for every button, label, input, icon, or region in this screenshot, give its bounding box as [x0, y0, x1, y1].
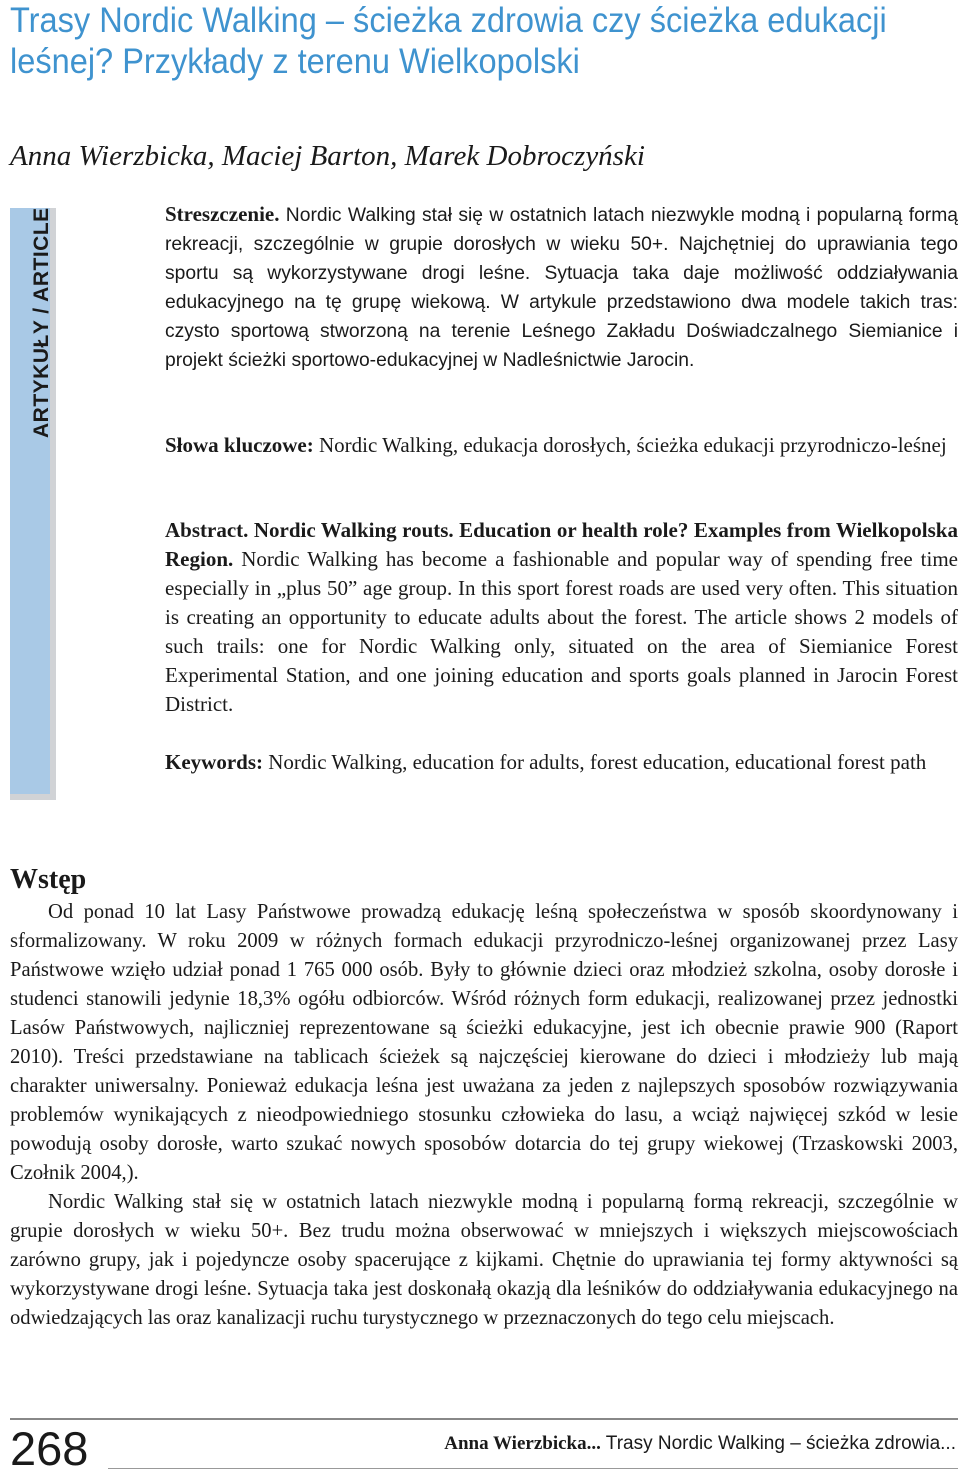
abstract-english-lead: Abstract. Nordic Walking routs. Education or health role? Examples from Wielkopolska Region. [165, 518, 958, 571]
section-body [10, 898, 958, 1333]
article-authors: Anna Wierzbicka, Maciej Barton, Marek Dobroczyński [10, 140, 645, 172]
page-number: 268 [10, 1422, 89, 1475]
running-footer [444, 1432, 956, 1456]
section-heading: Wstęp [10, 864, 87, 895]
footer-author: Anna Wierzbicka... [444, 1433, 601, 1454]
article-title: Trasy Nordic Walking – ścieżka zdrowia czy ścieżka edukacji leśnej? Przykłady z terenu Wielkopolski [10, 1, 887, 81]
keywords-english-lead: Keywords: [165, 750, 263, 774]
abstract-english-text: Nordic Walking has become a fashionable and popular way of spending free time especially in „plus 50” age group. In this sport forest roads are used very often. This situation is creating an opportunity to educate adults about the forest. The article shows 2 models of such trails: one for Nordic Walking only, situated on the area of Siemianice Forest Experimental Station, and one joining education and sports goals planned in Jarocin Forest District. [165, 547, 958, 716]
abstract-english [165, 516, 958, 719]
abstract-polish-lead: Streszczenie. [165, 202, 280, 226]
keywords-english [165, 748, 958, 777]
footer-short-title: Trasy Nordic Walking – ścieżka zdrowia... [600, 1433, 956, 1454]
footer-underline [108, 1468, 958, 1469]
keywords-polish [165, 431, 958, 460]
abstract-polish [165, 200, 958, 375]
footer-divider [10, 1418, 958, 1420]
section-label-text: ARTYKUŁY / ARTICLE [30, 207, 53, 438]
section-side-label [10, 207, 53, 438]
keywords-english-text: Nordic Walking, education for adults, forest education, educational forest path [263, 750, 927, 774]
keywords-polish-text: Nordic Walking, edukacja dorosłych, ścieżka edukacji przyrodniczo-leśnej [313, 433, 947, 457]
keywords-polish-lead: Słowa kluczowe: [165, 433, 314, 457]
abstract-polish-text: Nordic Walking stał się w ostatnich latach niezwykle modną i popularną formą rekreacji, szczególnie w grupie dorosłych w wieku 50+. Najchętniej do uprawiania tego sportu są wykorzystywane drogi leśne. Sytuacja taka daje możliwość oddziaływania edukacyjnego na tę grupę wiekową. W artykule przedstawiono dwa modele takich tras: czysto sportową stworzoną na terenie Leśnego Zakładu Doświadczalnego Siemianice i projekt ścieżki sportowo-edukacyjnej w Nadleśnictwie Jarocin. [165, 205, 958, 371]
body-paragraph: Nordic Walking stał się w ostatnich latach niezwykle modną i popularną formą rekreacji, szczególnie w grupie dorosłych w wieku 50+. Bez trudu można obserwować w mniejszych i większych miejscowościach zarówno grupy, jak i pojedyncze osoby spacerujące z kijkami. Chętnie do uprawiania tej formy aktywności są wykorzystywane drogi leśne. Sytuacja taka jest doskonałą okazją dla leśników do oddziaływania edukacyjnego na odwiedzających las oraz kanalizacji ruchu turystycznego w przeznaczonych do tego celu miejscach. [10, 1191, 958, 1329]
body-paragraph: Od ponad 10 lat Lasy Państwowe prowadzą edukację leśną społeczeństwa w sposób skoordynowany i sformalizowany. W roku 2009 w różnych formach edukacji przyrodniczo-leśnej organizowanej przez Lasy Państwowe wzięło udział ponad 1 765 000 osób. Były to głównie dzieci oraz młodzież szkolna, osoby dorosłe i studenci stanowili jedynie 18,3% ogółu odbiorców. Wśród różnych form edukacji, realizowanej przez jednostki Lasów Państwowych, najliczniej reprezentowane są ścieżki edukacyjne, jest ich obecnie prawie 900 (Raport 2010). Treści przedstawiane na tablicach ścieżek są najczęściej kierowane do dzieci i młodzieży lub mają charakter uniwersalny. Ponieważ edukacja leśna jest uważana za jeden z najlepszych sposobów rozwiązywania problemów wynikających z nieodpowiedniego stosunku człowieka do lasu, a wciąż najwięcej szkód w lesie powodują osoby dorosłe, warto szukać nowych sposobów dotarcia do tej grupy wiekowej (Trzaskowski 2003, Czołnik 2004,). [10, 901, 958, 1184]
